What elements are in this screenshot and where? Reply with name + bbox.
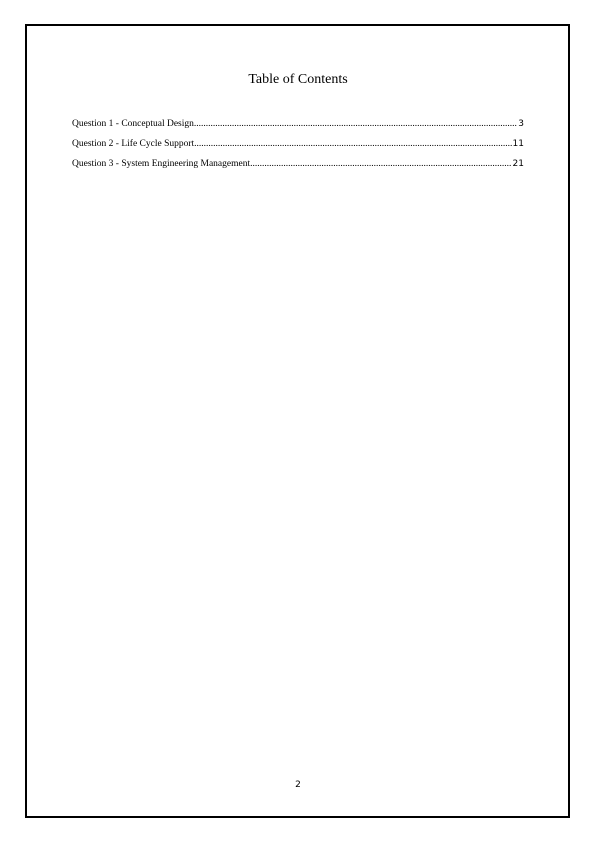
toc-dot-leader: [194, 117, 517, 131]
toc-entry-label: Question 2 - Life Cycle Support: [72, 139, 195, 149]
toc-entry-label: Question 3 - System Engineering Management: [72, 159, 251, 169]
toc-dot-leader: [194, 137, 511, 151]
toc-dot-leader: [250, 157, 511, 171]
toc-entry-question-2[interactable]: [72, 137, 524, 157]
toc-title: Table of Contents: [248, 72, 348, 87]
toc-entry-page: 3: [518, 119, 524, 129]
page-number: 2: [295, 780, 301, 790]
toc-entry-question-3[interactable]: [72, 157, 524, 177]
toc-list: [72, 117, 524, 177]
toc-entry-page: 11: [512, 139, 524, 149]
toc-entry-question-1[interactable]: [72, 117, 524, 137]
toc-entry-page: 21: [512, 159, 524, 169]
toc-entry-label: Question 1 - Conceptual Design: [72, 119, 194, 129]
